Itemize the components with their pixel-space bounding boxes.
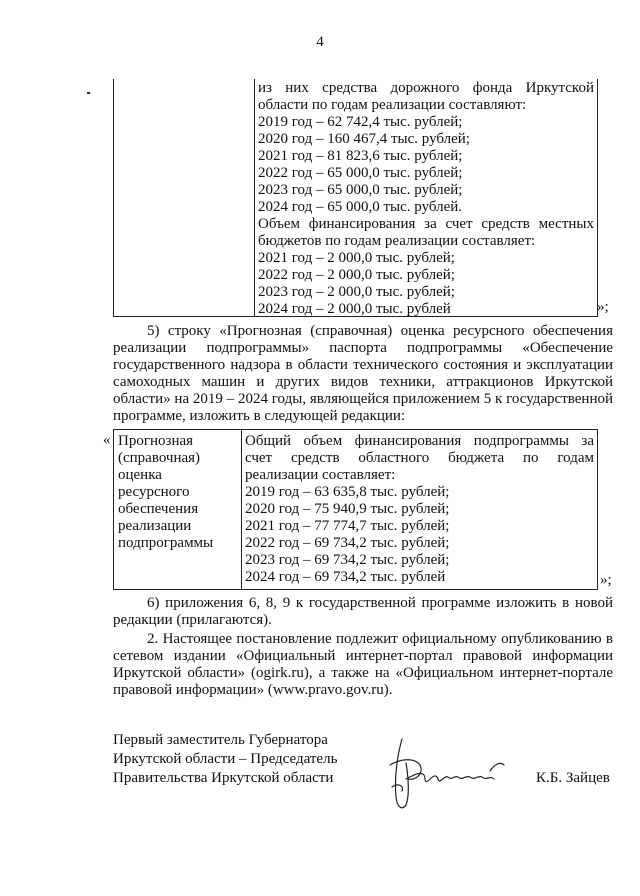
table-cell-row-title (118, 433, 236, 552)
table-line: счет средств областного бюджета по годам (245, 450, 594, 466)
signatory-position (113, 731, 337, 788)
margin-mark (87, 92, 90, 94)
handwritten-signature (380, 735, 510, 815)
table-line: 2020 год – 160 467,4 тыс. рублей; (258, 131, 470, 147)
table-line: ресурсного (118, 484, 190, 500)
paragraph-line: области» на 2019 – 2024 годы, являющейся приложением 5 к государственной (113, 391, 613, 407)
paragraph-line: 5) строку «Прогнозная (справочная) оценка ресурсного обеспечения (147, 323, 613, 339)
opening-quote: « (103, 432, 111, 448)
table-line: 2020 год – 75 940,9 тыс. рублей; (245, 501, 450, 517)
table-line: 2021 год – 81 823,6 тыс. рублей; (258, 148, 463, 164)
paragraph-line: программе, изложить в следующей редакции: (113, 408, 406, 424)
paragraph-line: Иркутской области» (ogirk.ru), а также на «Официальном интернет-портале (113, 665, 613, 681)
table-line: 2021 год – 2 000,0 тыс. рублей; (258, 250, 455, 266)
table-line: (справочная) (118, 450, 201, 466)
closing-quote: »; (600, 572, 612, 588)
paragraph-line: самоходных машин и других видов техники, аттракционов Иркутской (113, 374, 613, 390)
table-line: 2023 год – 69 734,2 тыс. рублей; (245, 552, 450, 568)
resource-estimate-table (113, 429, 598, 590)
paragraph-line: реализации подпрограммы» паспорта подпрограммы «Обеспечение (113, 340, 613, 356)
table-column-divider (254, 79, 255, 316)
table-line: Прогнозная (118, 433, 194, 449)
table-line: 2022 год – 65 000,0 тыс. рублей; (258, 165, 463, 181)
table-line: бюджетов по годам реализации составляет: (258, 233, 536, 249)
table-line: 2021 год – 77 774,7 тыс. рублей; (245, 518, 450, 534)
closing-quote: »; (597, 299, 609, 315)
table-line: 2019 год – 63 635,8 тыс. рублей; (245, 484, 450, 500)
table-line: реализации (118, 518, 192, 534)
table-line: реализации составляет: (245, 467, 396, 483)
table-line: Общий объем финансирования подпрограммы за (245, 433, 594, 449)
table-line: 2023 год – 2 000,0 тыс. рублей; (258, 284, 455, 300)
page-number: 4 (316, 34, 324, 50)
table-line: 2022 год – 2 000,0 тыс. рублей; (258, 267, 455, 283)
table-line: 2024 год – 69 734,2 тыс. рублей (245, 569, 446, 585)
paragraph-line: правовой информации» (www.pravo.gov.ru). (113, 682, 393, 698)
paragraph-line: редакции (прилагаются). (113, 612, 272, 628)
signatory-name: К.Б. Зайцев (536, 770, 610, 786)
funding-table-continued (113, 79, 598, 317)
paragraph-line: 2. Настоящее постановление подлежит официальному опубликованию в (147, 631, 613, 647)
table-line: 2022 год – 69 734,2 тыс. рублей; (245, 535, 450, 551)
table-line: 2023 год – 65 000,0 тыс. рублей; (258, 182, 463, 198)
table-line: 2024 год – 2 000,0 тыс. рублей (258, 301, 451, 317)
table-line: из них средства дорожного фонда Иркутской (258, 80, 594, 96)
signatory-position-line: Правительства Иркутской области (113, 770, 334, 786)
table-line: 2019 год – 62 742,4 тыс. рублей; (258, 114, 463, 130)
table-line: области по годам реализации составляют: (258, 97, 527, 113)
paragraph-line: государственного надзора в области технического состояния и эксплуатации (113, 357, 613, 373)
table-line: обеспечения (118, 501, 199, 517)
table-cell-funding-text (245, 433, 594, 586)
table-line: подпрограммы (118, 535, 214, 551)
paragraph-item-5 (113, 323, 613, 425)
paragraph-item-6 (113, 595, 613, 629)
table-cell-funding-text (258, 80, 594, 318)
table-line: 2024 год – 65 000,0 тыс. рублей. (258, 199, 463, 215)
table-line: оценка (118, 467, 162, 483)
signatory-position-line: Иркутской области – Председатель (113, 751, 338, 767)
table-line: Объем финансирования за счет средств местных (258, 216, 594, 232)
table-column-divider (241, 430, 242, 589)
paragraph-publication (113, 631, 613, 699)
paragraph-line: 6) приложения 6, 8, 9 к государственной программе изложить в новой (147, 595, 613, 611)
signatory-position-line: Первый заместитель Губернатора (113, 732, 328, 748)
paragraph-line: сетевом издании «Официальный интернет-портал правовой информации (113, 648, 613, 664)
